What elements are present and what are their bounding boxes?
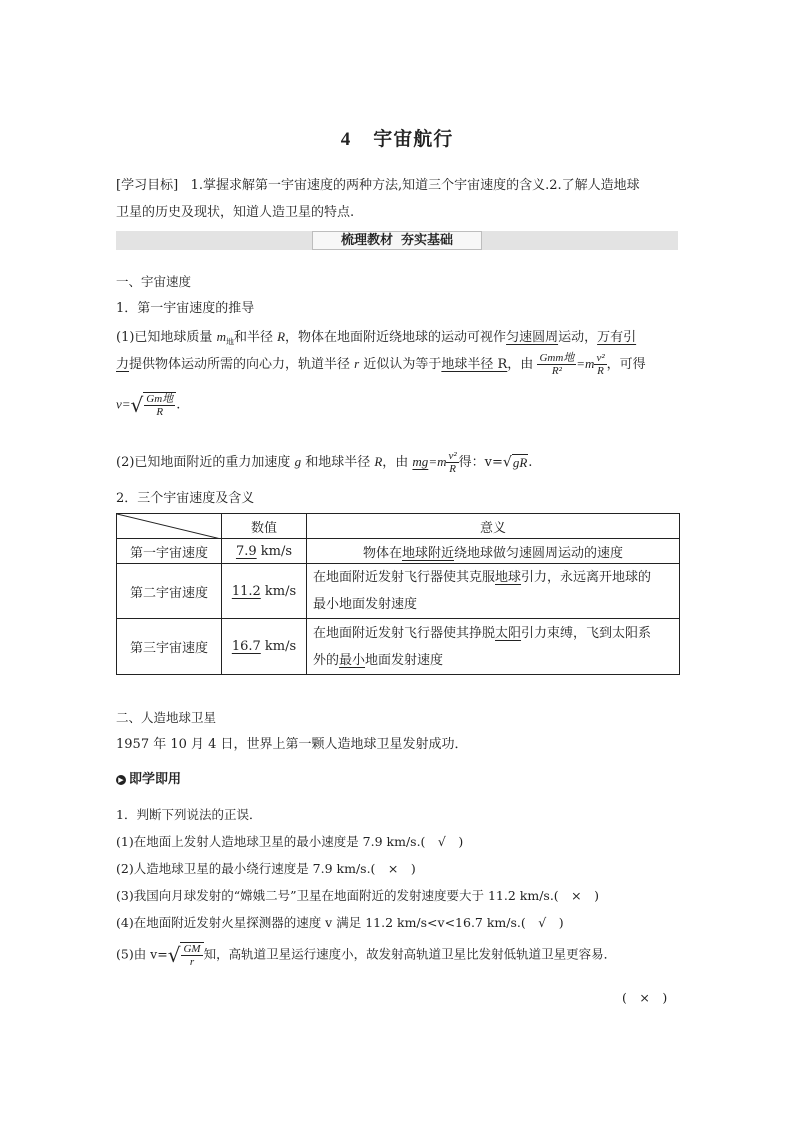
answer-text: 地球	[495, 570, 522, 585]
answer-text: 最小	[339, 652, 366, 668]
banner-left-text: 梳理教材	[340, 233, 393, 248]
var-v-equals: v=	[116, 396, 131, 412]
denominator: r	[189, 956, 195, 968]
text: ，由	[507, 357, 534, 372]
judge-item-4: (4)在地面附近发射火星探测器的速度 v 满足 11.2 km/s<v<16.7 km/s.( √ )	[116, 915, 564, 930]
diagonal-line	[117, 514, 221, 539]
table-corner-cell	[117, 514, 222, 539]
answer-mg: mg	[412, 454, 429, 469]
paragraph-line-1	[116, 326, 636, 348]
denominator: R	[597, 365, 604, 377]
practice-heading	[116, 768, 181, 787]
judge-item-1: (1)在地面上发射人造地球卫星的最小速度是 7.9 km/s.( √ )	[116, 834, 464, 849]
sqrt-symbol: √	[130, 393, 144, 417]
answer-text: 地球附近	[401, 545, 454, 561]
text: (5)由 v=	[116, 946, 168, 962]
judge-item-3: (3)我国向月球发射的“嫦娥二号”卫星在地面附近的发射速度要大于 11.2 km/s.( × )	[116, 888, 600, 903]
answer-text: 太阳	[495, 625, 522, 641]
subscript-earth: 地	[225, 337, 234, 347]
objectives-label: [学习目标]	[116, 178, 179, 193]
row-value	[222, 564, 307, 619]
fraction-GM-over-r	[181, 943, 202, 968]
var-R: R	[277, 329, 286, 344]
period: .	[528, 455, 533, 470]
sqrt-radicand: gR	[512, 455, 528, 470]
numerator: Gm地	[146, 393, 174, 405]
equals-m: =m	[428, 454, 447, 469]
period: .	[176, 397, 181, 413]
text: 得：v=	[458, 455, 503, 470]
text: 提供物体运动所需的向心力，轨道半径	[129, 357, 355, 372]
text: ，物体在地面附近绕地球的运动可视作	[285, 330, 507, 345]
unit: km/s	[260, 583, 297, 599]
header-meaning: 意义	[307, 514, 680, 539]
answer-gravitation-part1: 万有引	[597, 330, 637, 345]
text: 绕地球做匀速圆周运动的速度	[454, 545, 624, 561]
text: 最小地面发射速度	[313, 597, 418, 612]
paragraph-line-2	[116, 352, 646, 377]
text: 在地面附近发射飞行器使其克服	[313, 570, 496, 585]
text: 在地面附近发射飞行器使其挣脱	[313, 625, 496, 641]
answer-value: 7.9	[235, 543, 257, 559]
title-number: 4	[340, 129, 352, 150]
row-meaning	[307, 564, 680, 619]
banner-right-text: 夯实基础	[401, 233, 454, 248]
banner-box	[312, 231, 482, 250]
sqrt-radicand	[180, 942, 203, 968]
numerator: Gmm地	[539, 352, 575, 364]
text: (1)已知地球质量	[116, 330, 217, 345]
text: 知，高轨道卫星运行速度小，故发射高轨道卫星比发射低轨道卫星更容易．	[203, 946, 617, 962]
unit: km/s	[260, 639, 297, 654]
row-meaning	[307, 619, 680, 675]
practice-heading-text: 即学即用	[129, 772, 182, 787]
objectives-text-1: 1.掌握求解第一宇宙速度的两种方法,知道三个宇宙速度的含义.2.了解人造地球	[190, 178, 640, 193]
answer-earth-radius: 地球半径 R	[441, 357, 508, 372]
table-row	[117, 564, 680, 619]
text: 和半径	[233, 330, 278, 345]
row-value	[222, 539, 307, 564]
play-circle-icon: ▶	[116, 775, 126, 785]
objectives-line-2: 卫星的历史及现状，知道人造卫星的特点.	[116, 205, 355, 220]
table-header-row	[117, 514, 680, 539]
var-g: g	[294, 454, 302, 469]
text: ，由	[382, 455, 413, 470]
var-R: R	[374, 454, 383, 469]
unit: km/s	[256, 543, 293, 559]
numerator: v²	[448, 450, 457, 462]
subheading-derivation: 1．第一宇宙速度的推导	[116, 301, 255, 316]
row-name: 第一宇宙速度	[117, 539, 222, 564]
satellite-history-text: 1957 年 10 月 4 日，世界上第一颗人造地球卫星发射成功．	[116, 737, 468, 752]
text: 引力束缚，飞到太阳系	[521, 625, 652, 641]
text: 运动，	[558, 330, 598, 345]
fraction-radicand	[144, 393, 175, 418]
equals-m: =m	[576, 356, 595, 371]
section-banner	[116, 231, 678, 250]
judge-item-5-mark: ( × )	[622, 990, 668, 1005]
sqrt-symbol: √	[167, 943, 181, 967]
row-name: 第三宇宙速度	[117, 619, 222, 675]
row-meaning	[307, 539, 680, 564]
paragraph-line-4	[116, 450, 532, 475]
answer-gravitation-part2: 力	[116, 357, 130, 372]
text: 引力，永远离开地球的	[521, 570, 652, 585]
text: 物体在	[362, 545, 402, 561]
sqrt-symbol: √	[502, 454, 512, 471]
page-title	[0, 124, 794, 151]
row-value	[222, 619, 307, 675]
answer-value: 11.2	[231, 583, 261, 599]
text: 近似认为等于	[359, 357, 442, 372]
numerator: v²	[596, 352, 605, 364]
section-heading-speeds: 一、宇宙速度	[116, 274, 192, 289]
text: 外的	[313, 652, 340, 668]
objectives-line-1	[116, 174, 640, 193]
judge-item-2: (2)人造地球卫星的最小绕行速度是 7.9 km/s.( × )	[116, 861, 416, 876]
section-heading-satellites: 二、人造地球卫星	[116, 710, 217, 725]
table-row	[117, 619, 680, 675]
title-text: 宇宙航行	[373, 128, 454, 150]
formula-first-speed	[116, 392, 180, 418]
sqrt-radicand	[143, 392, 176, 418]
denominator: R²	[551, 365, 562, 377]
text: (2)已知地面附近的重力加速度	[116, 455, 295, 470]
table-row	[117, 539, 680, 564]
row-name: 第二宇宙速度	[117, 564, 222, 619]
var-m: m	[216, 329, 226, 344]
fraction-gravity	[537, 352, 576, 377]
answer-uniform-circular: 匀速圆周	[506, 330, 559, 345]
subheading-three-speeds: 2．三个宇宙速度及含义	[116, 491, 255, 506]
question-1: 1．判断下列说法的正误．	[116, 807, 262, 822]
denominator: R	[156, 406, 164, 418]
cosmic-speeds-table	[116, 513, 680, 675]
answer-value: 16.7	[231, 639, 261, 654]
header-value: 数值	[222, 514, 307, 539]
judge-item-5	[116, 942, 616, 968]
fraction-v2-over-R	[446, 450, 458, 475]
fraction-centripetal	[594, 352, 606, 377]
text: ，可得	[606, 357, 646, 372]
denominator: R	[449, 463, 456, 475]
text: 和地球半径	[301, 455, 375, 470]
var-r: r	[354, 356, 360, 371]
text: 地面发射速度	[365, 652, 444, 668]
numerator: GM	[183, 943, 201, 955]
